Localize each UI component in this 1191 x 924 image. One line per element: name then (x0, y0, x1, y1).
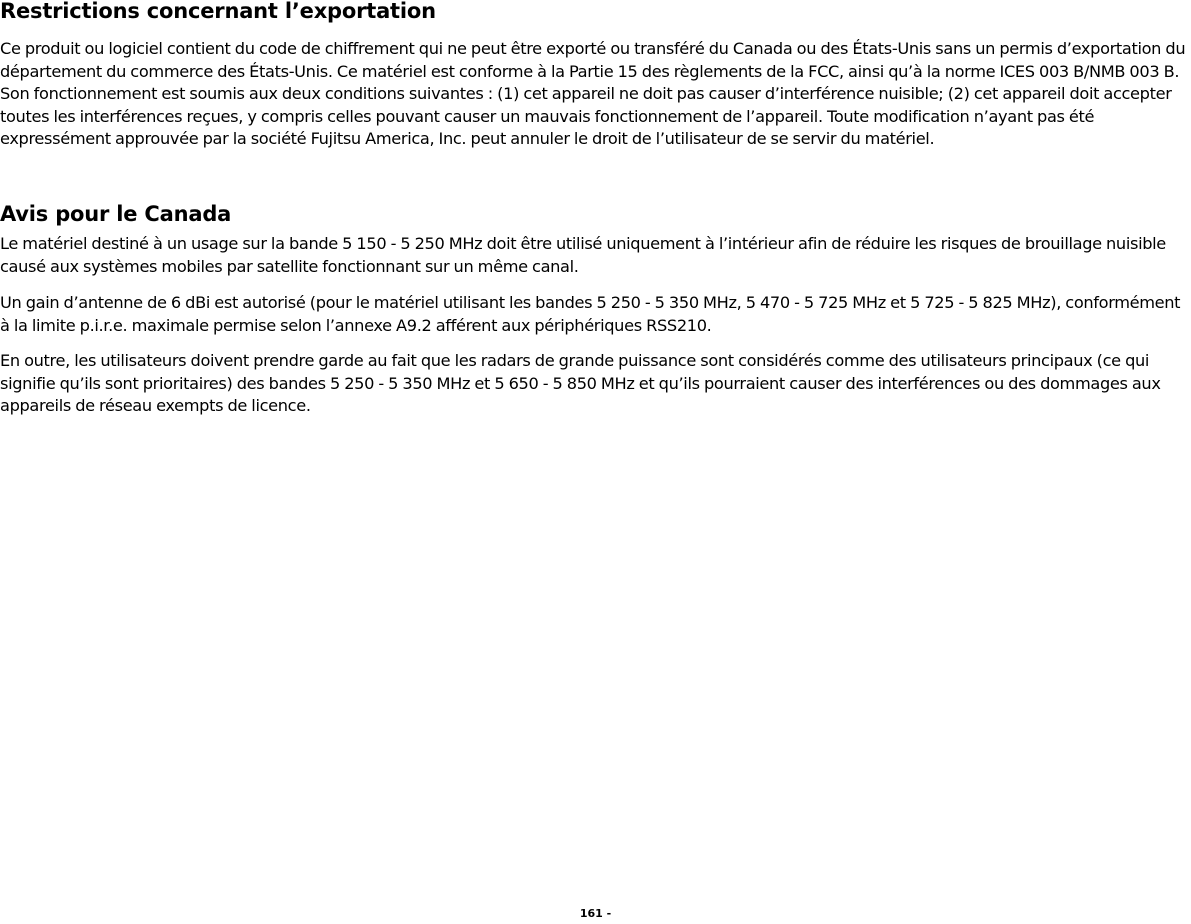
heading-canada-notice: Avis pour le Canada (0, 202, 232, 226)
paragraph-canada-radar-notice: En outre, les utilisateurs doivent prendre garde au fait que les radars de grande puissance sont considérés comme des utilisateurs principaux (ce qui signifie qu’ils sont prioritaires) des bandes 5 250 - 5 350 MHz et 5 650 - 5 850 MHz et qu’ils pourraient causer des interférences ou des dommages aux appareils de réseau exempts de licence. (0, 351, 1161, 415)
page-number: 161 - (579, 907, 612, 920)
paragraph-canada-antenna-gain: Un gain d’antenne de 6 dBi est autorisé (pour le matériel utilisant les bandes 5 250 - 5 350 MHz, 5 470 - 5 725 MHz et 5 725 - 5 825 MHz), conformément à la limite p.i.r.e. maximale permise selon l’annexe A9.2 afférent aux périphériques RSS210. (0, 293, 1181, 335)
heading-export-restrictions: Restrictions concernant l’exportation (0, 0, 436, 23)
paragraph-export-restrictions: Ce produit ou logiciel contient du code de chiffrement qui ne peut être exporté ou transféré du Canada ou des États-Unis sans un permis d’exportation du département du commerce des États-Unis. Ce matériel est conforme à la Partie 15 des règlements de la FCC, ainsi qu’à la norme ICES 003 B/NMB 003 B. Son fonctionnement est soumis aux deux conditions suivantes : (1) cet appareil ne doit pas causer d’interférence nuisible; (2) cet appareil doit accepter toutes les interférences reçues, y compris celles pouvant causer un mauvais fonctionnement de l’appareil. Toute modification n’ayant pas été expressément approuvée par la société Fujitsu America, Inc. peut annuler le droit de l’utilisateur de se servir du matériel. (0, 39, 1186, 148)
paragraph-canada-band-usage: Le matériel destiné à un usage sur la bande 5 150 - 5 250 MHz doit être utilisé uniquement à l’intérieur afin de réduire les risques de brouillage nuisible causé aux systèmes mobiles par satellite fonctionnant sur un même canal. (0, 234, 1166, 276)
